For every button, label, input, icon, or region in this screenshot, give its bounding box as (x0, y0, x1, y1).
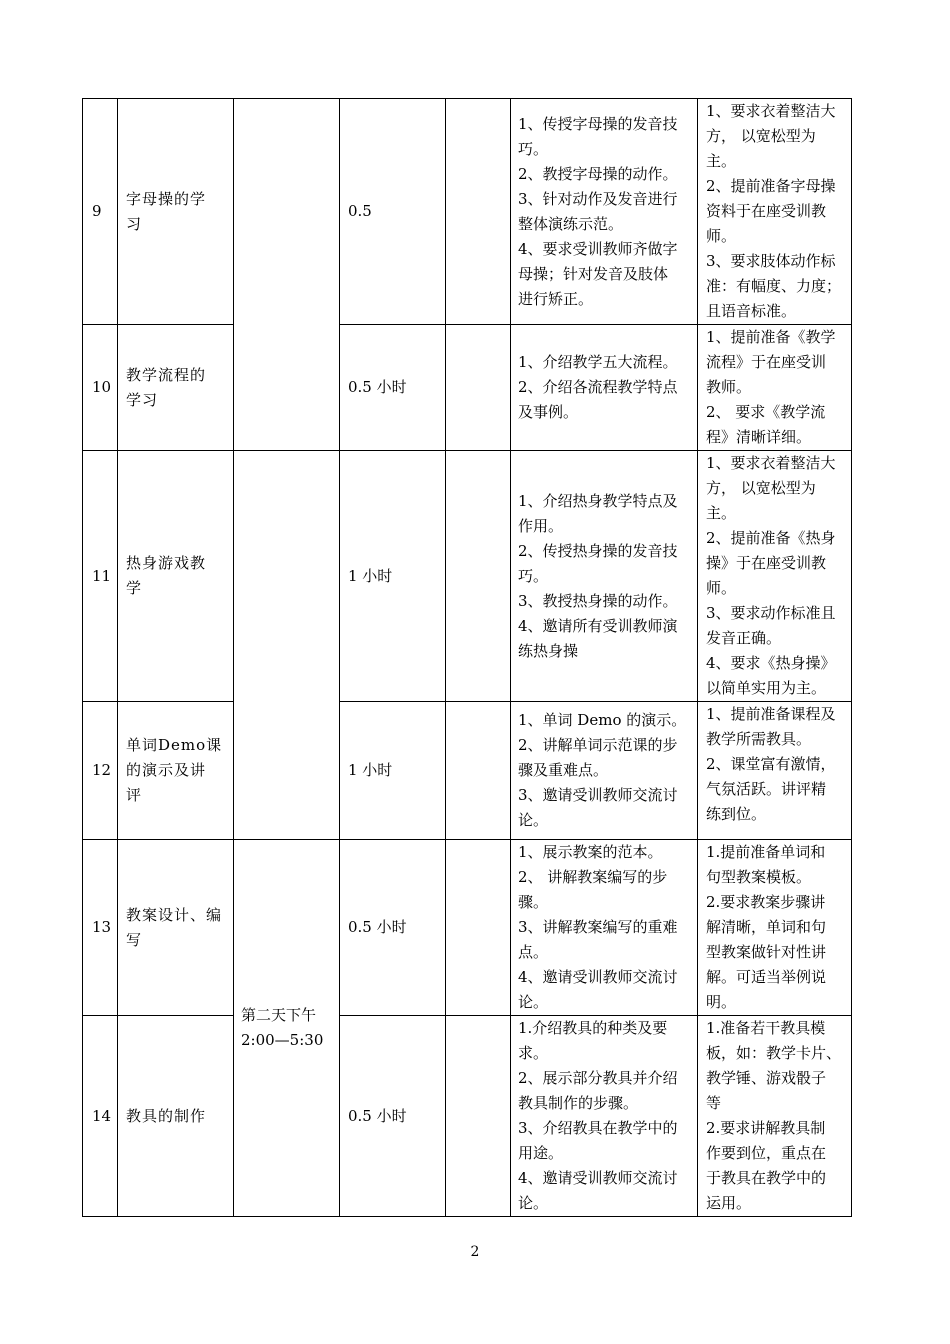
blank-cell (446, 99, 511, 325)
duration-cell: 1 小时 (340, 451, 446, 702)
requirement-cell: 1.提前准备单词和 句型教案模板。 2.要求教案步骤讲 解清晰，单词和句 型教案做针对性讲 解。可适当举例说 明。 (698, 840, 852, 1016)
topic-cell: 字母操的学 习 (118, 99, 234, 325)
content-cell: 1、介绍教学五大流程。 2、介绍各流程教学特点 及事例。 (511, 325, 698, 451)
requirement-cell: 1、提前准备《教学 流程》于在座受训 教师。 2、 要求《教学流 程》清晰详细。 (698, 325, 852, 451)
row-number: 11 (83, 451, 118, 702)
row-number: 14 (83, 1016, 118, 1217)
requirement-cell: 1.准备若干教具模 板，如：教学卡片、 教学锤、游戏骰子 等 2.要求讲解教具制 作要到位，重点在 于教具在教学中的 运用。 (698, 1016, 852, 1217)
blank-cell (446, 840, 511, 1016)
requirement-cell: 1、要求衣着整洁大 方， 以宽松型为 主。 2、提前准备字母操 资料于在座受训教 师。 3、要求肢体动作标 准：有幅度、力度； 且语音标准。 (698, 99, 852, 325)
row-number: 12 (83, 702, 118, 840)
table-row (83, 451, 852, 702)
content-cell: 1、单词 Demo 的演示。 2、讲解单词示范课的步 骤及重难点。 3、邀请受训教师交流讨 论。 (511, 702, 698, 840)
topic-cell: 热身游戏教 学 (118, 451, 234, 702)
time-cell (234, 451, 340, 840)
content-cell: 1、介绍热身教学特点及 作用。 2、传授热身操的发音技 巧。 3、教授热身操的动作。 4、邀请所有受训教师演 练热身操 (511, 451, 698, 702)
duration-cell: 1 小时 (340, 702, 446, 840)
table-row (83, 325, 852, 451)
schedule-table (82, 98, 852, 1217)
table-row (83, 702, 852, 840)
duration-cell: 0.5 (340, 99, 446, 325)
topic-cell: 单词Demo课 的演示及讲 评 (118, 702, 234, 840)
duration-cell: 0.5 小时 (340, 1016, 446, 1217)
blank-cell (446, 1016, 511, 1217)
content-cell: 1.介绍教具的种类及要 求。 2、展示部分教具并介绍 教具制作的步骤。 3、介绍教具在教学中的 用途。 4、邀请受训教师交流讨 论。 (511, 1016, 698, 1217)
content-cell: 1、展示教案的范本。 2、 讲解教案编写的步 骤。 3、讲解教案编写的重难 点。 4、邀请受训教师交流讨 论。 (511, 840, 698, 1016)
requirement-cell: 1、提前准备课程及 教学所需教具。 2、课堂富有激情， 气氛活跃。讲评精 练到位。 (698, 702, 852, 840)
blank-cell (446, 702, 511, 840)
row-number: 13 (83, 840, 118, 1016)
duration-cell: 0.5 小时 (340, 325, 446, 451)
duration-cell: 0.5 小时 (340, 840, 446, 1016)
row-number: 10 (83, 325, 118, 451)
blank-cell (446, 325, 511, 451)
content-cell: 1、传授字母操的发音技 巧。 2、教授字母操的动作。 3、针对动作及发音进行 整体演练示范。 4、要求受训教师齐做字 母操；针对发音及肢体 进行矫正。 (511, 99, 698, 325)
requirement-cell: 1、要求衣着整洁大 方， 以宽松型为 主。 2、提前准备《热身 操》于在座受训教 师。 3、要求动作标准且 发音正确。 4、要求《热身操》 以简单实用为主。 (698, 451, 852, 702)
topic-cell: 教学流程的 学习 (118, 325, 234, 451)
time-cell (234, 99, 340, 451)
time-slot-cell: 第二天下午 2:00—5:30 (234, 840, 340, 1217)
table-row (83, 1016, 852, 1217)
topic-cell: 教案设计、编 写 (118, 840, 234, 1016)
blank-cell (446, 451, 511, 702)
row-number: 9 (83, 99, 118, 325)
table-row (83, 99, 852, 325)
page-number: 2 (470, 1244, 480, 1260)
topic-cell: 教具的制作 (118, 1016, 234, 1217)
table-row (83, 840, 852, 1016)
